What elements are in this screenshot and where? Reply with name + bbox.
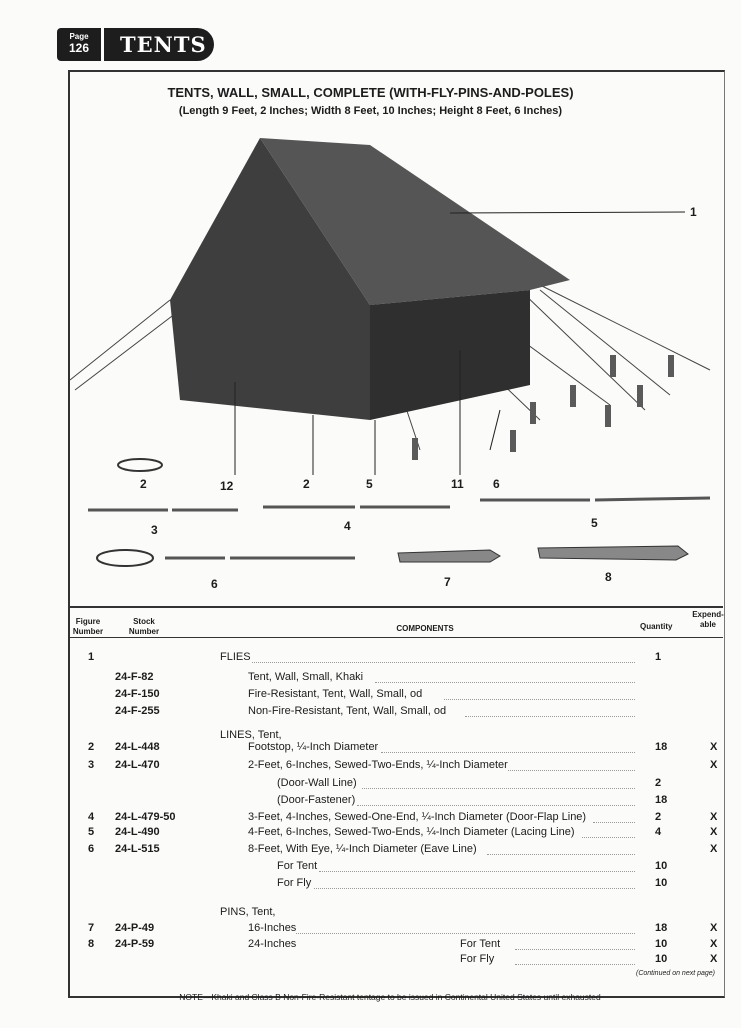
- leader-dots: [296, 933, 635, 934]
- quantity: 18: [655, 741, 668, 753]
- component-description: Non-Fire-Resistant, Tent, Wall, Small, od: [248, 705, 447, 717]
- leader-dots: [314, 888, 635, 889]
- figure-label: 6: [493, 477, 500, 491]
- figure-label: 6: [211, 577, 218, 591]
- guy-line: [520, 290, 645, 410]
- figure-label: 5: [591, 516, 598, 530]
- section-tab: TENTS: [104, 28, 214, 61]
- quantity: 18: [655, 794, 668, 806]
- quantity: 10: [655, 953, 668, 965]
- component-description: FLIES: [220, 651, 251, 663]
- tent-side-wall: [370, 290, 530, 420]
- figure-number: 6: [88, 843, 95, 855]
- page-number: 126: [68, 41, 90, 55]
- stock-number: 24-L-515: [115, 843, 160, 855]
- leader-dots: [381, 752, 636, 753]
- expendable-mark: X: [710, 938, 718, 950]
- leader-dots: [515, 949, 635, 950]
- stock-number: 24-L-479-50: [115, 811, 176, 823]
- continued-note: (Continued on next page): [636, 970, 715, 977]
- figure-label: 3: [151, 523, 158, 537]
- figure-label: 1: [690, 205, 697, 219]
- component-description: 3-Feet, 4-Inches, Sewed-One-End, ¼-Inch Diameter (Door-Flap Line): [248, 811, 587, 823]
- header-components: COMPONENTS: [396, 624, 454, 633]
- leader-dots: [465, 716, 635, 717]
- leader-dots: [357, 805, 636, 806]
- stock-number: 24-P-59: [115, 938, 155, 950]
- header-expendable: Expend-able: [692, 610, 724, 629]
- tent-illustration: [70, 130, 720, 600]
- stock-number: 24-L-448: [115, 741, 160, 753]
- component-description: For Fly: [277, 877, 312, 889]
- expendable-mark: X: [710, 759, 718, 771]
- expendable-mark: X: [710, 953, 718, 965]
- component-description: 8-Feet, With Eye, ¼-Inch Diameter (Eave Line): [248, 843, 477, 855]
- expendable-mark: X: [710, 922, 718, 934]
- figure-number: 1: [88, 651, 95, 663]
- footnote: NOTE—Khaki and Class B Non-Fire-Resistant tentage to be issued in Continental United States until exhausted: [179, 992, 601, 1002]
- figure-number: 8: [88, 938, 95, 950]
- leader-dots: [593, 822, 636, 823]
- component-description: (Door-Fastener): [277, 794, 356, 806]
- component-description: 16-Inches: [248, 922, 297, 934]
- component-description: For Tent: [277, 860, 318, 872]
- leader-dots: [508, 770, 635, 771]
- leader-dots: [319, 871, 635, 872]
- page-number-box: [57, 28, 101, 61]
- component-sub-description: For Tent: [460, 938, 501, 950]
- figure-number: 2: [88, 741, 95, 753]
- figure-number: 5: [88, 826, 95, 838]
- line-6-eye: [97, 550, 153, 566]
- table-header-rule: [68, 637, 723, 638]
- expendable-mark: X: [710, 811, 718, 823]
- guy-line: [540, 285, 710, 370]
- quantity: 1: [655, 651, 662, 663]
- table-top-rule: [68, 606, 723, 608]
- stock-number: 24-P-49: [115, 922, 155, 934]
- quantity: 10: [655, 877, 668, 889]
- figure-number: 4: [88, 811, 95, 823]
- quantity: 10: [655, 938, 668, 950]
- header-quantity: Quantity: [640, 622, 673, 631]
- leader-dots: [487, 854, 636, 855]
- component-description: Footstop, ¼-Inch Diameter: [248, 741, 379, 753]
- header-stock-number: Stock Number: [128, 617, 160, 636]
- figure-label: 4: [344, 519, 351, 533]
- figure-number: 3: [88, 759, 95, 771]
- component-description: 4-Feet, 6-Inches, Sewed-Two-Ends, ¼-Inch Diameter (Lacing Line): [248, 826, 575, 838]
- quantity: 10: [655, 860, 668, 872]
- component-description: LINES, Tent,: [220, 729, 282, 741]
- header-figure-number: Figure Number: [72, 617, 104, 636]
- quantity: 4: [655, 826, 662, 838]
- stock-number: 24-L-470: [115, 759, 160, 771]
- quantity: 18: [655, 922, 668, 934]
- component-description: Tent, Wall, Small, Khaki: [248, 671, 364, 683]
- component-sub-description: For Fly: [460, 953, 495, 965]
- callout-line: [450, 212, 685, 213]
- guy-line: [540, 290, 670, 395]
- figure-label: 2: [140, 477, 147, 491]
- pin-24-inch: [538, 546, 688, 560]
- component-description: PINS, Tent,: [220, 906, 276, 918]
- component-description: (Door-Wall Line): [277, 777, 357, 789]
- stock-number: 24-F-150: [115, 688, 160, 700]
- figure-label: 8: [605, 570, 612, 584]
- guy-line: [70, 300, 170, 380]
- figure-label: 12: [220, 479, 234, 493]
- guy-line: [75, 310, 180, 390]
- page-subtitle: (Length 9 Feet, 2 Inches; Width 8 Feet, 10 Inches; Height 8 Feet, 6 Inches): [178, 105, 563, 117]
- footstop-line: [118, 459, 162, 471]
- quantity: 2: [655, 811, 662, 823]
- pin-16-inch: [398, 550, 500, 562]
- leader-dots: [362, 788, 635, 789]
- leader-dots: [375, 682, 635, 683]
- expendable-mark: X: [710, 826, 718, 838]
- figure-label: 11: [451, 477, 464, 491]
- figure-label: 7: [444, 575, 451, 589]
- component-description: 24-Inches: [248, 938, 297, 950]
- leader-dots: [515, 964, 635, 965]
- stock-number: 24-F-255: [115, 705, 160, 717]
- quantity: 2: [655, 777, 662, 789]
- figure-label: 2: [303, 477, 310, 491]
- expendable-mark: X: [710, 843, 718, 855]
- component-description: 2-Feet, 6-Inches, Sewed-Two-Ends, ¼-Inch Diameter: [248, 759, 508, 771]
- leader-dots: [444, 699, 635, 700]
- component-description: Fire-Resistant, Tent, Wall, Small, od: [248, 688, 423, 700]
- leader-dots: [582, 837, 635, 838]
- expendable-mark: X: [710, 741, 718, 753]
- figure-number: 7: [88, 922, 95, 934]
- stock-number: 24-L-490: [115, 826, 160, 838]
- page-label: Page: [69, 32, 89, 41]
- stock-number: 24-F-82: [115, 671, 154, 683]
- page-title: TENTS, WALL, SMALL, COMPLETE (WITH-FLY-PINS-AND-POLES): [167, 85, 574, 100]
- line-5: [595, 498, 710, 500]
- figure-label: 5: [366, 477, 373, 491]
- leader-dots: [252, 662, 635, 663]
